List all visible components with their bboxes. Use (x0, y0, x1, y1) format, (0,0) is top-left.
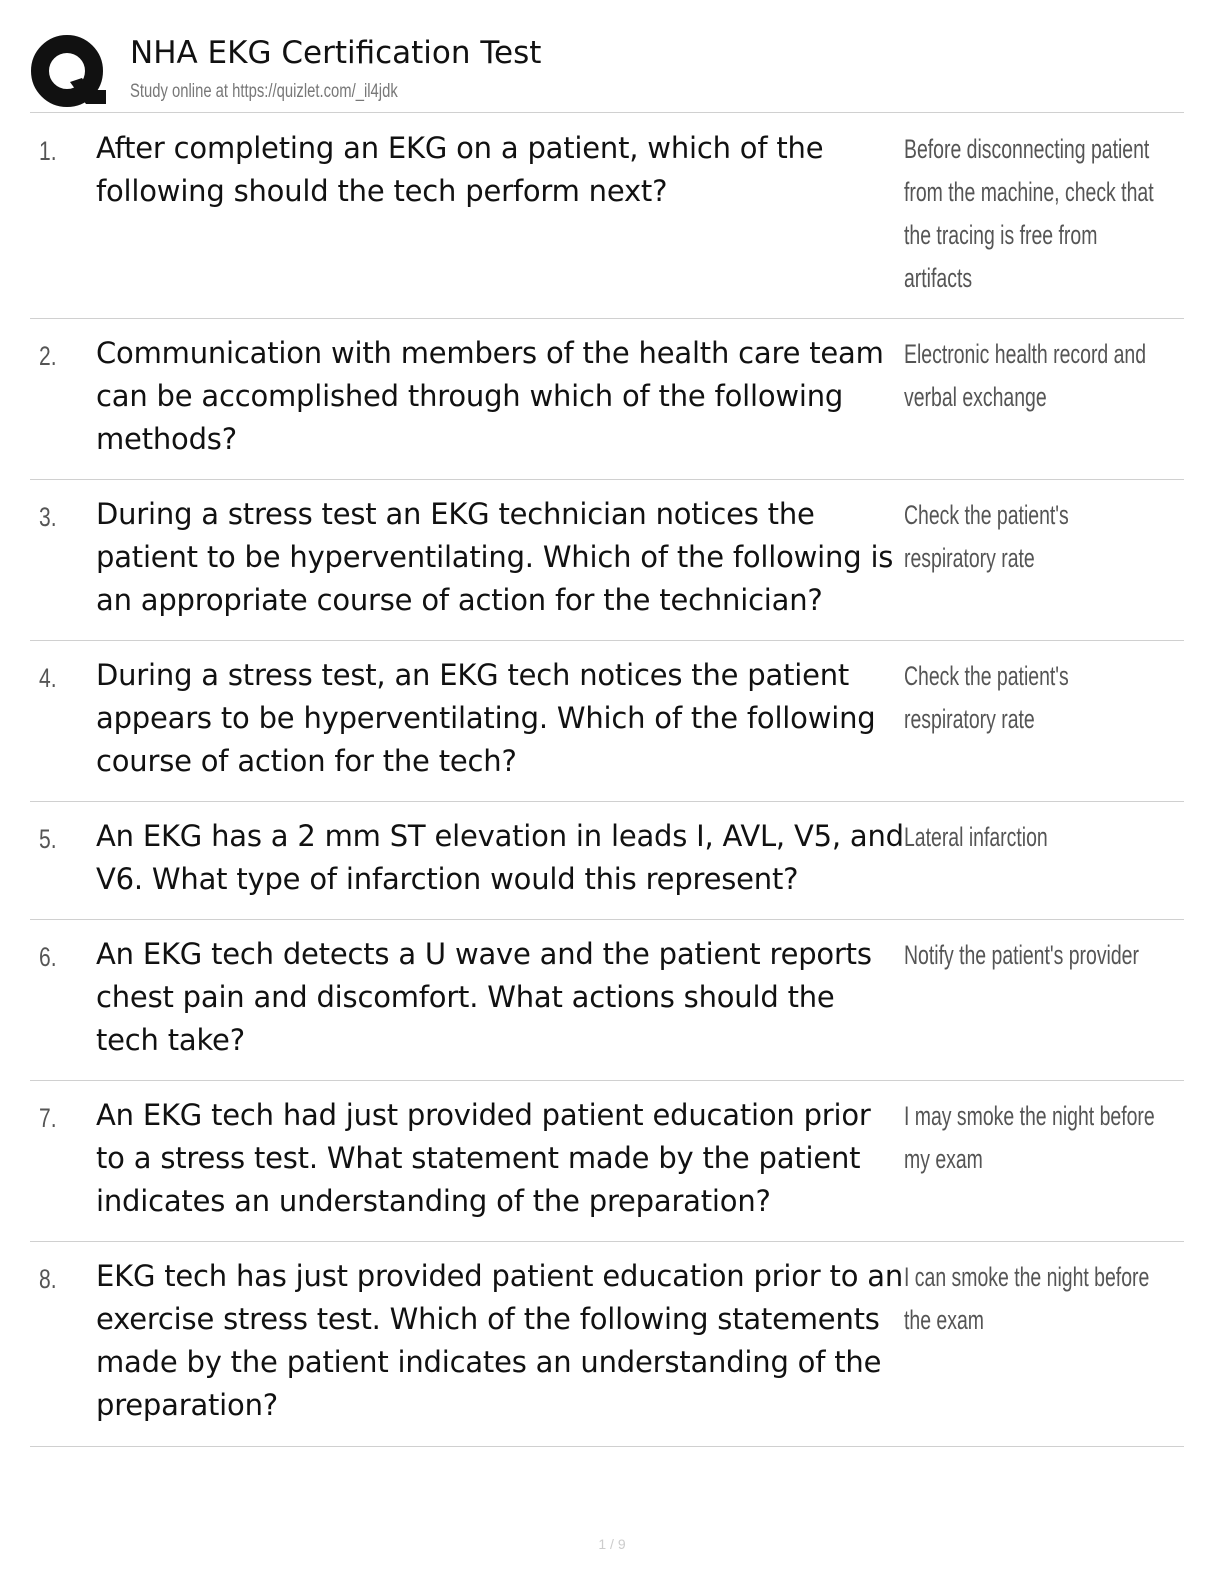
card-definition: Notify the patient's provider (904, 940, 1139, 970)
card-definition: I can smoke the night before the exam (904, 1262, 1150, 1335)
flashcard (30, 1081, 1184, 1242)
card-term: After completing an EKG on a patient, which of the following should the tech perform next? (96, 131, 824, 208)
flashcard (30, 802, 1184, 920)
flashcard (30, 1242, 1184, 1447)
card-term: An EKG tech detects a U wave and the patient reports chest pain and discomfort. What actions should the tech take? (96, 937, 872, 1057)
card-number: 2. (39, 341, 57, 371)
page-header (30, 30, 1184, 114)
card-term: During a stress test an EKG technician notices the patient to be hyperventilating. Which of the following is an appropriate course of action for the technician? (96, 497, 894, 617)
page-title: NHA EKG Certification Test (130, 35, 542, 71)
quizlet-q-logo-icon (30, 34, 110, 114)
card-term: EKG tech has just provided patient education prior to an exercise stress test. Which of the following statements made by the patient indicates an understanding of the preparation? (96, 1259, 904, 1422)
card-number: 5. (39, 824, 57, 854)
card-definition: Check the patient's respiratory rate (904, 661, 1069, 734)
card-number: 6. (39, 942, 57, 972)
card-term: An EKG has a 2 mm ST elevation in leads I, AVL, V5, and V6. What type of infarction would this represent? (96, 819, 904, 896)
card-definition: I may smoke the night before my exam (904, 1101, 1155, 1174)
card-number: 7. (39, 1103, 57, 1133)
card-definition: Check the patient's respiratory rate (904, 500, 1069, 573)
card-term: An EKG tech had just provided patient education prior to a stress test. What statement made by the patient indicates an understanding of the preparation? (96, 1098, 871, 1218)
card-term: Communication with members of the health care team can be accomplished through which of the following methods? (96, 336, 884, 456)
card-number: 1. (39, 136, 57, 166)
card-definition: Electronic health record and verbal exchange (904, 339, 1147, 412)
card-term: During a stress test, an EKG tech notices the patient appears to be hyperventilating. Which of the following course of action for the tech? (96, 658, 876, 778)
flashcard (30, 480, 1184, 641)
card-definition: Before disconnecting patient from the machine, check that the tracing is free from artifacts (904, 134, 1154, 293)
flashcard-list (30, 114, 1184, 1447)
card-number: 4. (39, 663, 57, 693)
study-online-link[interactable]: Study online at https://quizlet.com/_il4jdk (130, 81, 398, 102)
flashcard (30, 319, 1184, 480)
card-definition: Lateral infarction (904, 822, 1048, 852)
card-number: 8. (39, 1264, 57, 1294)
header-divider (30, 112, 1184, 113)
flashcard (30, 641, 1184, 802)
flashcard (30, 920, 1184, 1081)
card-number: 3. (39, 502, 57, 532)
flashcard (30, 114, 1184, 319)
page-number: 1 / 9 (598, 1536, 626, 1552)
